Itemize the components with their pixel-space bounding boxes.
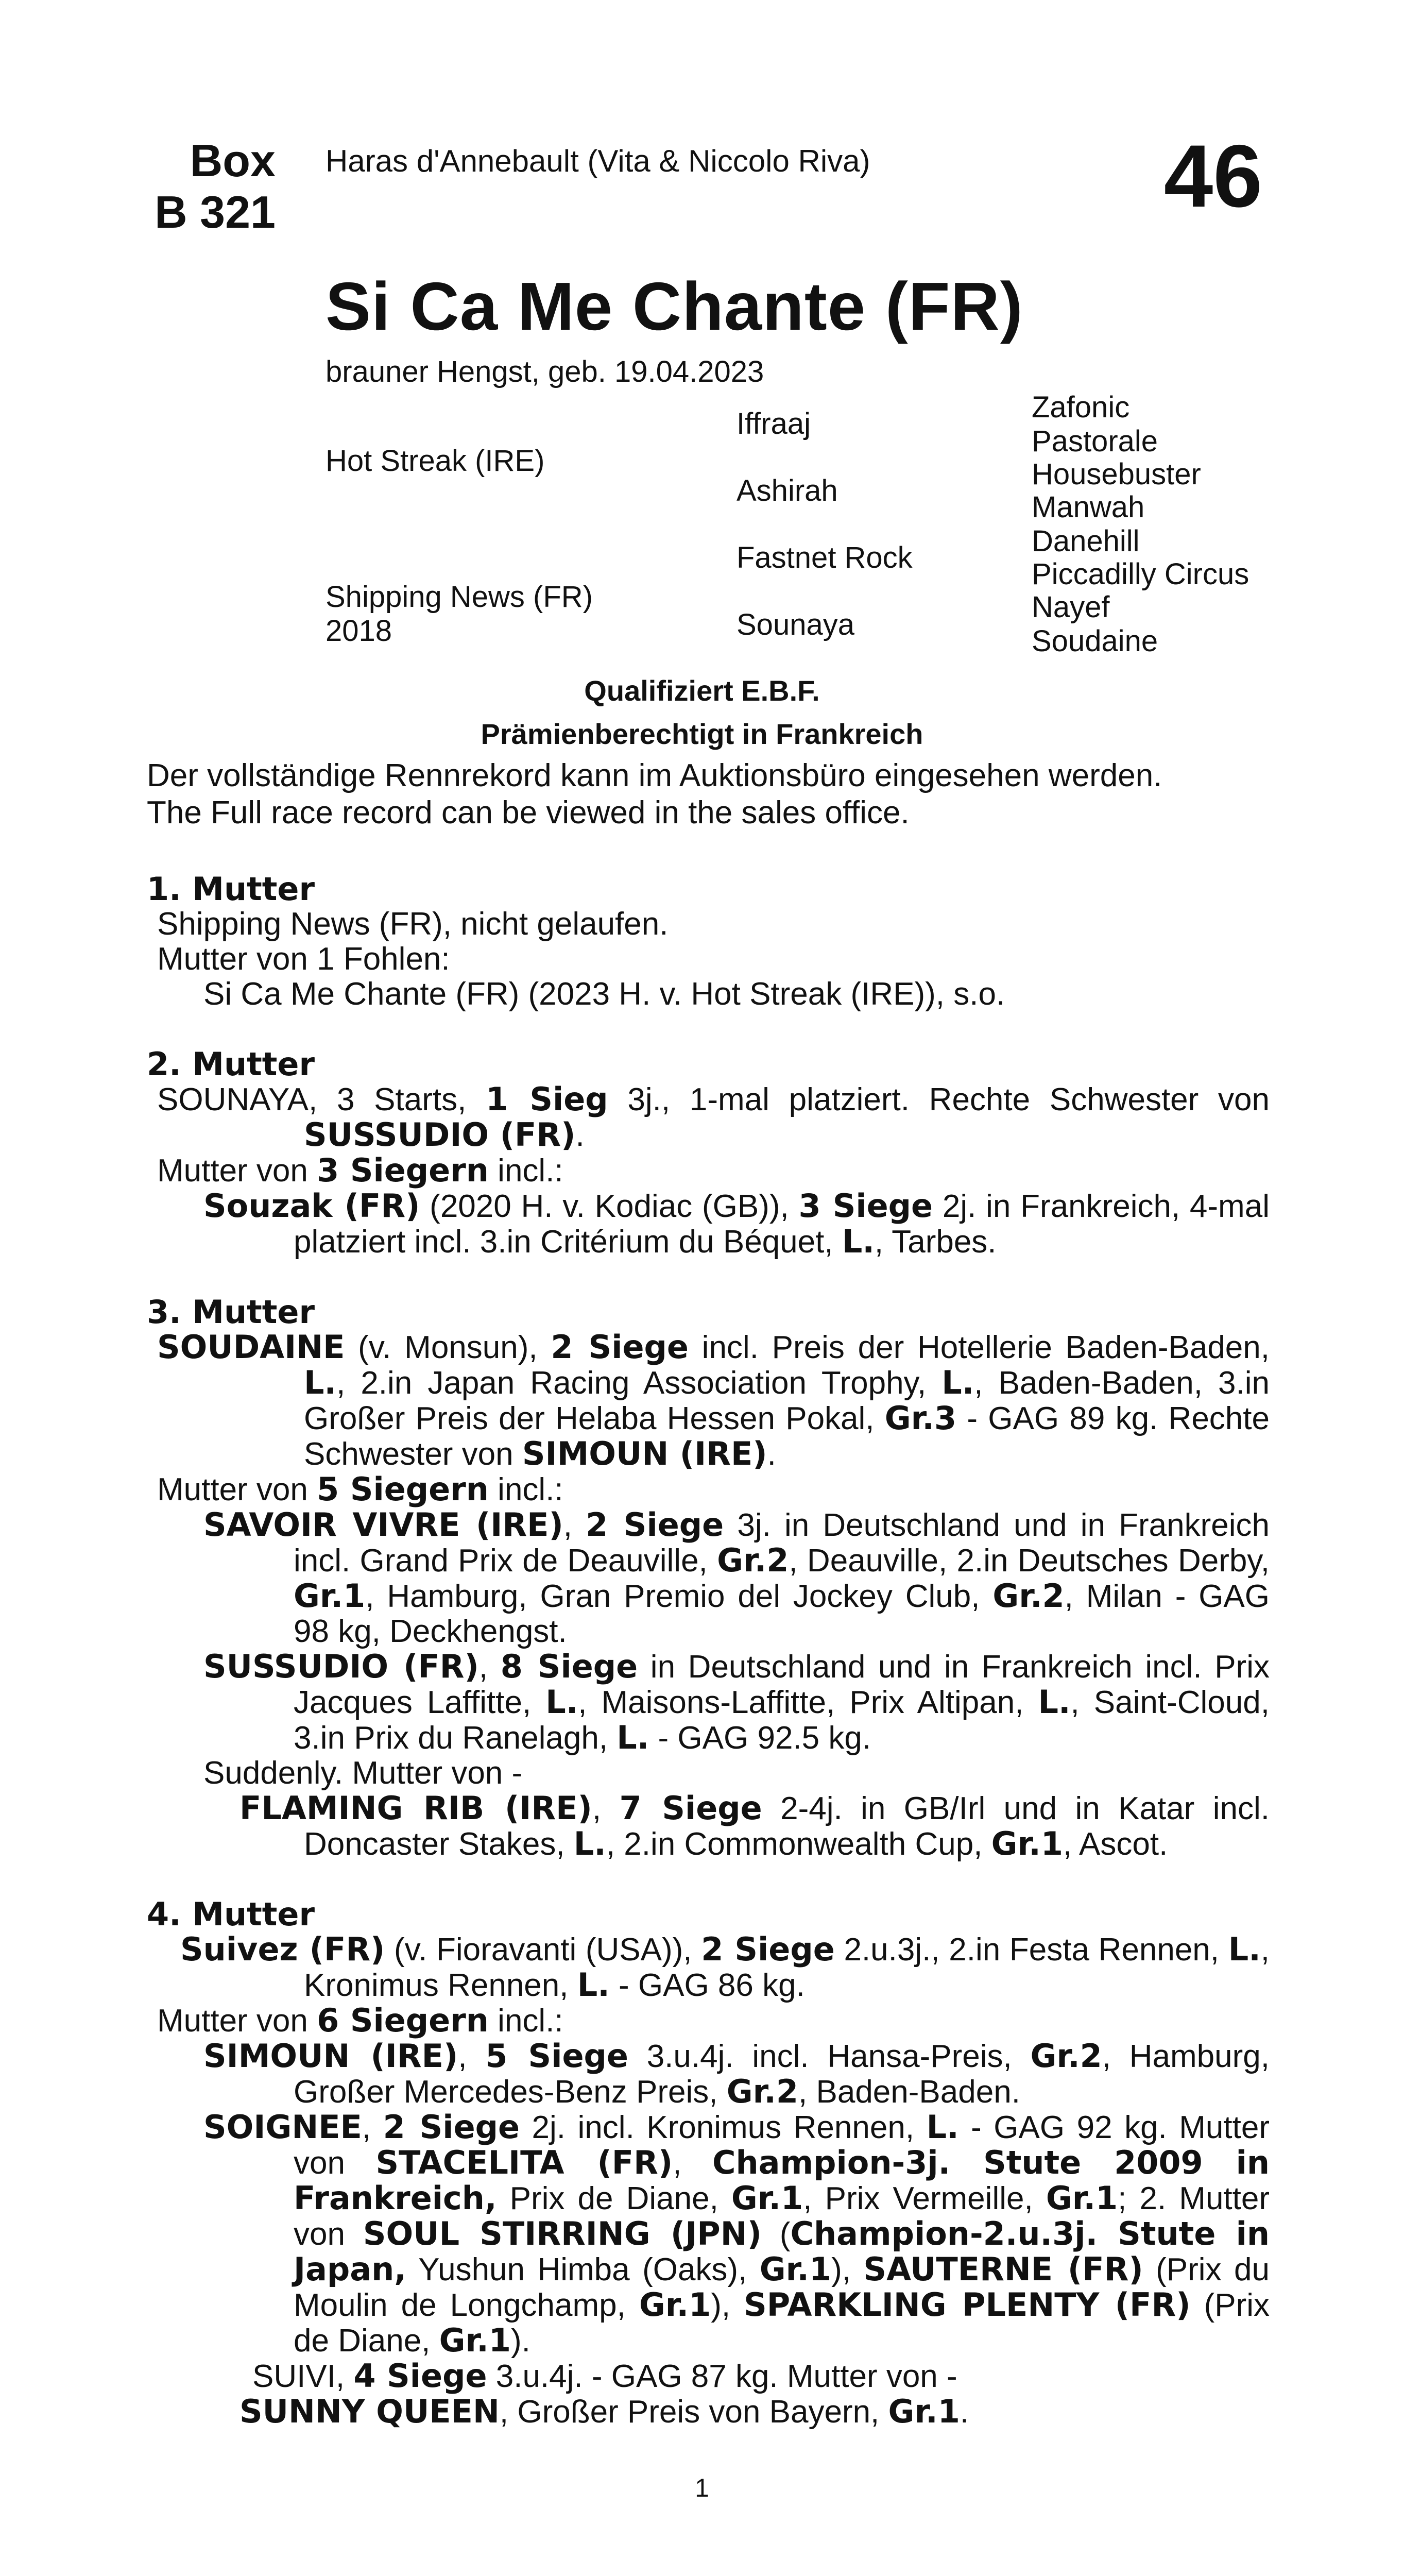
pedigree-dam-dam: Sounaya bbox=[737, 608, 854, 641]
family-record bbox=[147, 872, 1270, 2465]
pedigree-g3-3: Housebuster bbox=[1032, 457, 1201, 491]
dam-line: SOUDAINE (v. Monsun), 2 Siege incl. Preis der Hotellerie Baden-Baden, L., 2.in Japan Racing Association Trophy, L., Baden-Baden, 3.in Großer Preis der Helaba Hessen Pokal, Gr.3 - GAG 89 kg. Rechte Schwester von SIMOUN (IRE). bbox=[157, 1328, 1270, 1472]
note-english: The Full race record can be viewed in the sales office. bbox=[147, 795, 910, 831]
pedigree-sire-dam: Ashirah bbox=[737, 474, 838, 507]
produce-entry: SOIGNEE, 2 Siege 2j. incl. Kronimus Rennen, L. - GAG 92 kg. Mutter von STACELITA (FR), Champion-3j. Stute 2009 in Frankreich, Prix de Diane, Gr.1, Prix Vermeille, Gr.1; 2. Mutter von SOUL STIRRING (JPN) (Champion-2.u.3j. Stute in Japan, Yushun Himba (Oaks), Gr.1), SAUTERNE (FR) (Prix du Moulin de Longchamp, Gr.1), SPARKLING PLENTY (FR) (Prix de Diane, Gr.1). bbox=[203, 2108, 1270, 2359]
section-title: 1. Mutter bbox=[147, 870, 315, 908]
horse-description: brauner Hengst, geb. 19.04.2023 bbox=[326, 355, 764, 388]
produce-line: Mutter von 5 Siegern incl.: bbox=[157, 1470, 563, 1508]
produce-entry: Si Ca Me Chante (FR) (2023 H. v. Hot Streak (IRE)), s.o. bbox=[203, 976, 1005, 1012]
section-title: 4. Mutter bbox=[147, 1895, 315, 1933]
produce-line: Mutter von 6 Siegern incl.: bbox=[157, 2002, 563, 2039]
note-german: Der vollständige Rennrekord kann im Auktionsbüro eingesehen werden. bbox=[147, 758, 1162, 793]
pedigree-g3-2: Pastorale bbox=[1032, 425, 1158, 458]
qualification-ebf: Qualifiziert E.B.F. bbox=[584, 674, 820, 707]
box-label bbox=[147, 135, 276, 238]
dam-line: Shipping News (FR), nicht gelaufen. bbox=[157, 906, 669, 942]
pedigree-g3-6: Piccadilly Circus bbox=[1032, 557, 1249, 591]
race-record-note bbox=[147, 757, 1270, 832]
pedigree-dam: Shipping News (FR) bbox=[326, 580, 593, 614]
dam-line: Suivez (FR) (v. Fioravanti (USA)), 2 Siege 2.u.3j., 2.in Festa Rennen, L., Kronimus Rennen, L. - GAG 86 kg. bbox=[180, 1930, 1270, 2004]
produce-entry: FLAMING RIB (IRE), 7 Siege 2-4j. in GB/Irl und in Katar incl. Doncaster Stakes, L., 2.in Commonwealth Cup, Gr.1, Ascot. bbox=[239, 1789, 1270, 1862]
pedigree-sire-sire: Iffraaj bbox=[737, 407, 811, 440]
consignor: Haras d'Annebault (Vita & Niccolo Riva) bbox=[326, 144, 870, 178]
section-title: 3. Mutter bbox=[147, 1293, 315, 1331]
pedigree-g3-5: Danehill bbox=[1032, 524, 1140, 558]
produce-entry: SAVOIR VIVRE (IRE), 2 Siege 3j. in Deutschland und in Frankreich incl. Grand Prix de Deauville, Gr.2, Deauville, 2.in Deutsches Derby, Gr.1, Hamburg, Gran Premio del Jockey Club, Gr.2, Milan - GAG 98 kg, Deckhengst. bbox=[203, 1506, 1270, 1649]
lot-number: 46 bbox=[1163, 127, 1262, 226]
pedigree-sire: Hot Streak (IRE) bbox=[326, 444, 545, 478]
produce-line: Mutter von 1 Fohlen: bbox=[157, 941, 450, 977]
section-first-dam bbox=[147, 872, 1270, 1012]
pedigree-g3-7: Nayef bbox=[1032, 590, 1110, 624]
produce-entry: Souzak (FR) (2020 H. v. Kodiac (GB)), 3 Siege 2j. in Frankreich, 4-mal platziert incl. 3.in Critérium du Béquet, L., Tarbes. bbox=[203, 1187, 1270, 1260]
pedigree-g3-4: Manwah bbox=[1032, 490, 1145, 524]
section-fourth-dam bbox=[147, 1897, 1270, 2430]
produce-entry: Suddenly. Mutter von - bbox=[203, 1755, 523, 1791]
page-number: 1 bbox=[695, 2473, 709, 2502]
dam-line: SOUNAYA, 3 Starts, 1 Sieg 3j., 1-mal platziert. Rechte Schwester von SUSSUDIO (FR). bbox=[157, 1080, 1270, 1154]
section-third-dam bbox=[147, 1295, 1270, 1862]
qualification-france: Prämienberechtigt in Frankreich bbox=[481, 718, 923, 750]
section-second-dam bbox=[147, 1047, 1270, 1260]
pedigree-dam-year: 2018 bbox=[326, 614, 392, 648]
produce-entry: SUIVI, 4 Siege 3.u.4j. - GAG 87 kg. Mutter von - bbox=[252, 2357, 957, 2395]
horse-name: Si Ca Me Chante (FR) bbox=[326, 268, 1023, 344]
produce-line: Mutter von 3 Siegern incl.: bbox=[157, 1151, 563, 1189]
pedigree-g3-8: Soudaine bbox=[1032, 624, 1158, 658]
section-title: 2. Mutter bbox=[147, 1045, 315, 1083]
box-label-line1: Box bbox=[190, 135, 276, 186]
produce-entry: SUNNY QUEEN, Großer Preis von Bayern, Gr.1. bbox=[239, 2393, 969, 2430]
produce-entry: SIMOUN (IRE), 5 Siege 3.u.4j. incl. Hansa-Preis, Gr.2, Hamburg, Großer Mercedes-Benz Preis, Gr.2, Baden-Baden. bbox=[203, 2037, 1270, 2110]
pedigree-g3-1: Zafonic bbox=[1032, 391, 1130, 424]
pedigree-dam-sire: Fastnet Rock bbox=[737, 541, 913, 574]
produce-entry: SUSSUDIO (FR), 8 Siege in Deutschland und in Frankreich incl. Prix Jacques Laffitte, L., Maisons-Laffitte, Prix Altipan, L., Saint-Cloud, 3.in Prix du Ranelagh, L. - GAG 92.5 kg. bbox=[203, 1648, 1270, 1756]
box-label-line2: B 321 bbox=[155, 187, 276, 238]
